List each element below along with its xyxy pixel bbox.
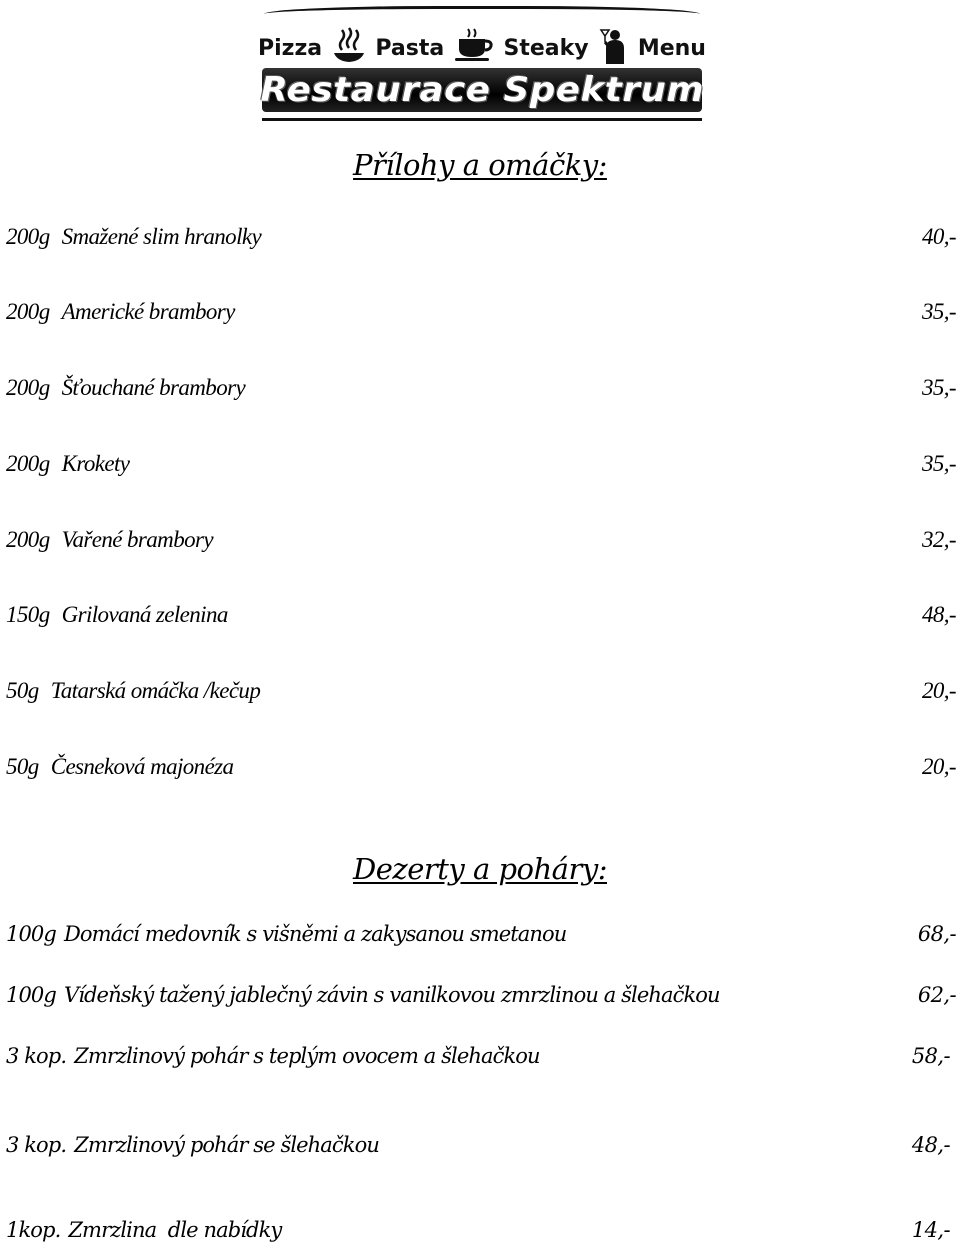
logo-word-menu: Menu — [637, 35, 706, 61]
item-name: Smažené slim hranolky — [61, 224, 262, 249]
item-name: Vařené brambory — [61, 527, 213, 552]
item-quantity: 200g — [6, 527, 50, 552]
item-name: Šťouchané brambory — [61, 375, 246, 400]
menu-item — [0, 375, 960, 411]
menu-item — [0, 754, 960, 790]
item-price: 35,- — [921, 299, 956, 324]
item-quantity: 200g — [6, 224, 50, 249]
item-price: 40,- — [921, 224, 956, 249]
item-price: 62,- — [917, 983, 956, 1007]
item-quantity: 200g — [6, 375, 50, 400]
item-name: Krokety — [61, 451, 130, 476]
logo-word-pasta: Pasta — [375, 35, 445, 61]
item-name: Zmrzlinový pohár s teplým ovocem a šlehačkou — [74, 1044, 540, 1068]
soup-icon — [332, 27, 366, 69]
item-price: 20,- — [921, 754, 956, 779]
item-quantity: 100g — [6, 983, 56, 1007]
item-price: 48,- — [921, 602, 956, 627]
item-price: 20,- — [921, 678, 956, 703]
item-name: Zmrzlinový pohár se šlehačkou — [74, 1133, 379, 1157]
item-price: 35,- — [921, 451, 956, 476]
menu-item — [0, 1218, 960, 1254]
item-price: 48,- — [911, 1133, 950, 1157]
menu-item — [0, 983, 960, 1019]
item-name: Americké brambory — [61, 299, 235, 324]
item-quantity: 1kop. — [6, 1218, 61, 1242]
menu-item — [0, 299, 960, 335]
item-name: Tatarská omáčka /kečup — [50, 678, 261, 703]
item-quantity: 150g — [6, 602, 50, 627]
item-name: Vídeňský tažený jablečný závin s vanilkovou zmrzlinou a šlehačkou — [63, 983, 720, 1007]
menu-item — [0, 1133, 960, 1169]
desserts-heading: Dezerty a poháry: — [353, 852, 607, 886]
menu-item — [0, 527, 960, 563]
item-quantity: 200g — [6, 451, 50, 476]
item-name: Domácí medovník s višněmi a zakysanou smetanou — [63, 922, 567, 946]
item-quantity: 3 kop. — [6, 1133, 67, 1157]
item-quantity: 50g — [6, 678, 39, 703]
item-quantity: 50g — [6, 754, 39, 779]
logo-underline — [262, 118, 702, 121]
restaurant-name: Restaurace Spektrum — [260, 70, 704, 110]
item-quantity: 200g — [6, 299, 50, 324]
logo-word-pizza: Pizza — [258, 35, 323, 61]
menu-item — [0, 224, 960, 260]
restaurant-logo — [258, 6, 706, 124]
logo-banner — [262, 68, 702, 112]
logo-word-steaky: Steaky — [503, 35, 589, 61]
logo-arc — [264, 6, 700, 17]
menu-item — [0, 451, 960, 487]
waiter-icon — [598, 26, 628, 70]
logo-words — [258, 28, 706, 68]
item-price: 68,- — [917, 922, 956, 946]
sides-heading: Přílohy a omáčky: — [353, 148, 607, 182]
menu-item — [0, 1044, 960, 1080]
item-quantity: 3 kop. — [6, 1044, 67, 1068]
menu-item — [0, 602, 960, 638]
item-price: 35,- — [921, 375, 956, 400]
item-price: 58,- — [911, 1044, 950, 1068]
item-name: Česneková majonéza — [50, 754, 234, 779]
item-price: 32,- — [921, 527, 956, 552]
item-name: Grilovaná zelenina — [61, 602, 228, 627]
menu-item — [0, 678, 960, 714]
item-quantity: 100g — [6, 922, 56, 946]
item-price: 14,- — [911, 1218, 950, 1242]
coffee-cup-icon — [454, 27, 494, 69]
item-name: Zmrzlina dle nabídky — [68, 1218, 282, 1242]
menu-item — [0, 922, 960, 958]
